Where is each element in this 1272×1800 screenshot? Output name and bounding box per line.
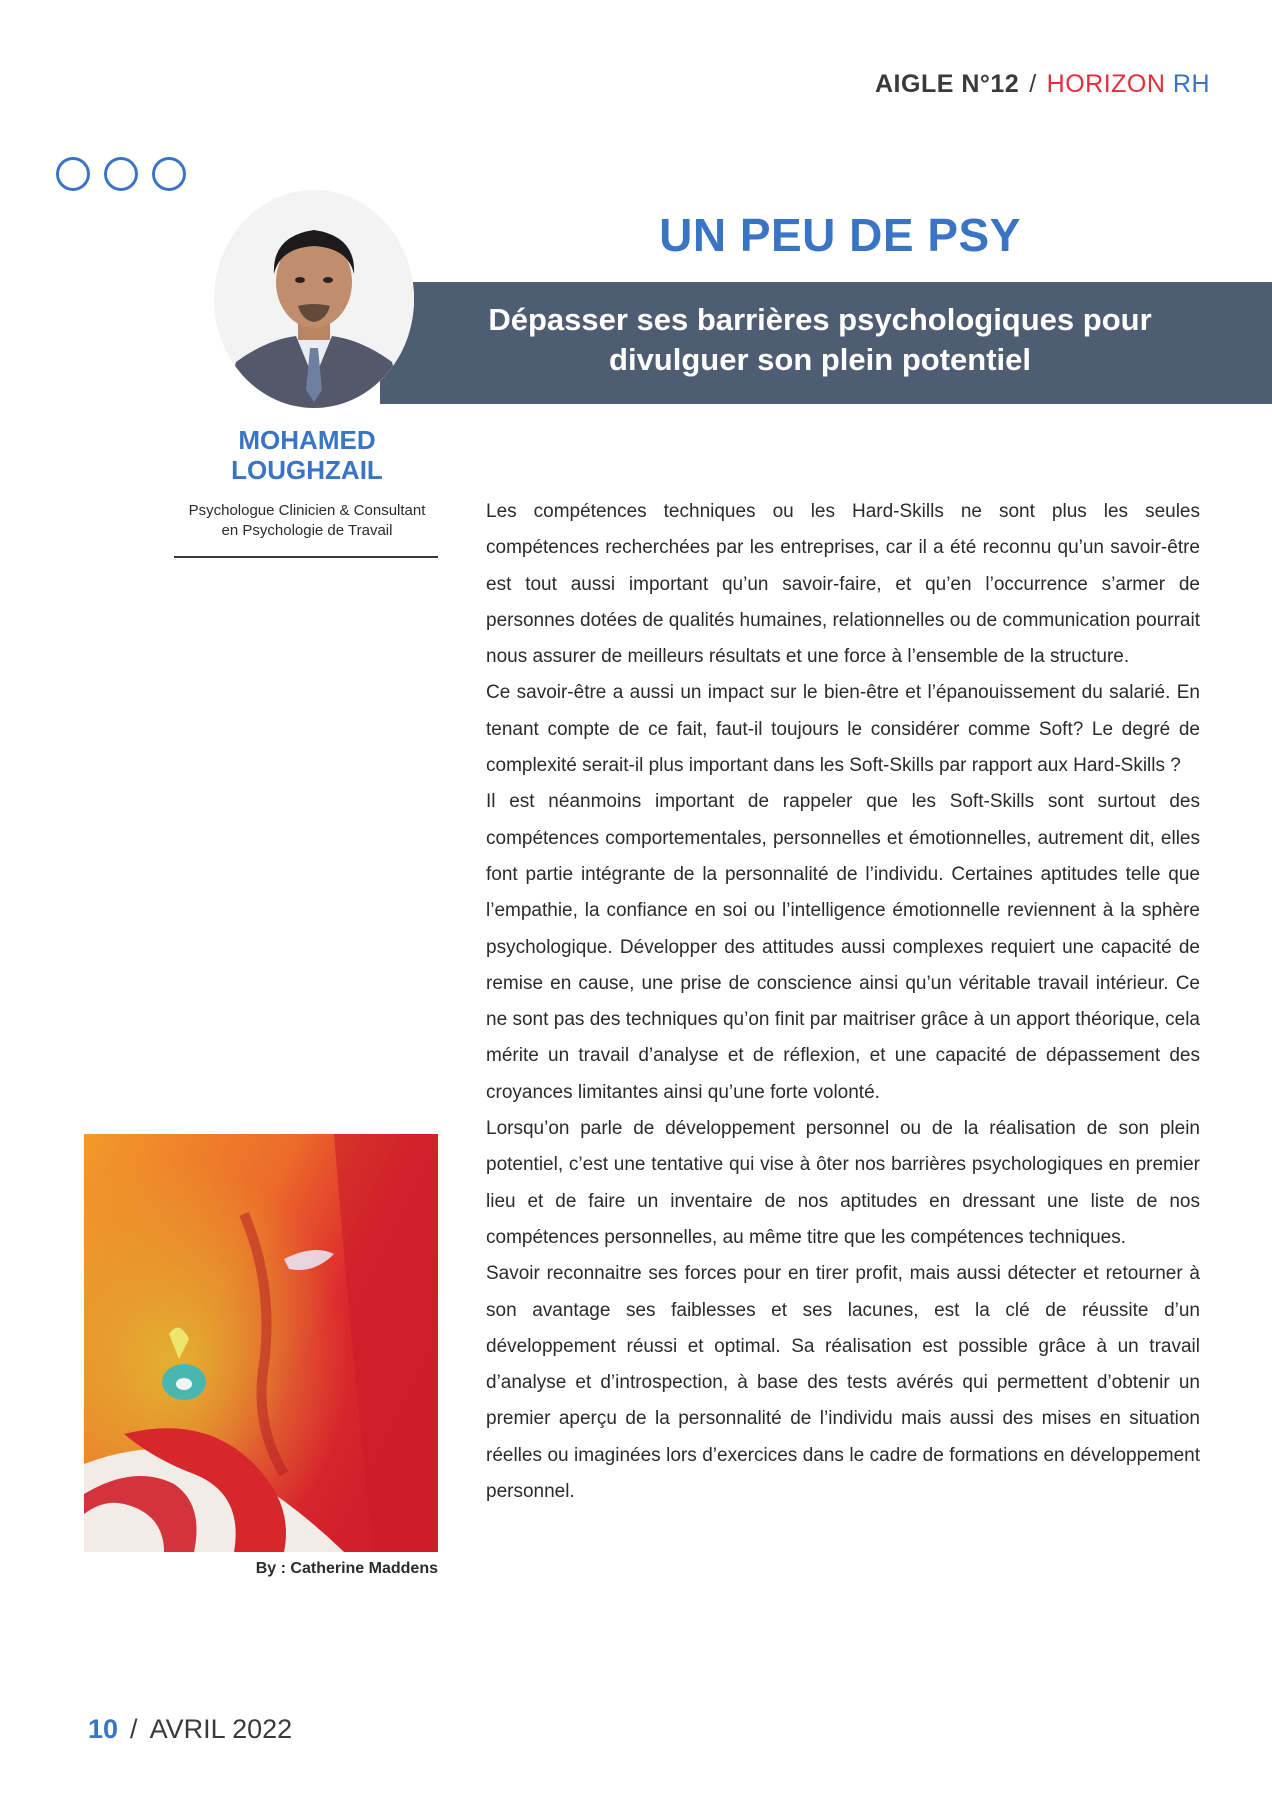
author-divider [174, 556, 438, 558]
header-separator: / [1029, 70, 1037, 98]
author-role [166, 501, 448, 541]
circle-icon [104, 157, 138, 191]
article-subtitle [430, 300, 1210, 380]
article-paragraph: Lorsqu’on parle de développement personnel ou de la réalisation de son plein potentiel, c’est une tentative qui vise à ôter nos barrières psychologiques en premier lieu et de faire un inventaire de nos aptitudes en dressant une liste de nos compétences personnelles, au même titre que les compétences techniques. [486, 1118, 1200, 1248]
circle-icon [56, 157, 90, 191]
author-last-name: LOUGHZAIL [231, 455, 383, 485]
abstract-painting [84, 1134, 438, 1552]
article-paragraph: Savoir reconnaitre ses forces pour en tirer profit, mais aussi détecter et retourner à son avantage ses faiblesses et ses lacunes, est la clé de réussite d’un développement réussi et optimal. Sa réalisation est possible grâce à un travail d’analyse et d’introspection, à base des tests avérés qui permettent d’obtenir un premier aperçu de la personnalité de l’individu mais aussi des mises en situation réelles ou imaginées lors d’exercices dans le cadre de formations en développement personnel. [486, 1263, 1200, 1503]
magazine-header [875, 70, 1210, 99]
horizon-label: HORIZON [1046, 70, 1166, 98]
circle-icon [152, 157, 186, 191]
author-name [174, 425, 440, 485]
author-photo [214, 190, 414, 408]
rh-label: RH [1172, 70, 1210, 98]
painting-image [84, 1134, 438, 1552]
subtitle-line-1: Dépasser ses barrières psychologiques pour [488, 302, 1152, 337]
article-paragraph: Ce savoir-être a aussi un impact sur le bien-être et l’épanouissement du salarié. En tenant compte de ce fait, faut-il toujours le considérer comme Soft? Le degré de complexité serait-il plus important dans les Soft-Skills par rapport aux Hard-Skills ? [486, 682, 1200, 777]
article-paragraph: Les compétences techniques ou les Hard-Skills ne sont plus les seules compétences recherchées par les entreprises, car il a été reconnu qu’un savoir-être est tout aussi important qu’un savoir-faire, et qu’en l’occurrence s’armer de personnes dotées de qualités humaines, relationnelles ou de communication pourrait nous assurer de meilleurs résultats et une force à l’ensemble de la structure. [486, 501, 1200, 668]
painting-credit: By : Catherine Maddens [255, 1560, 438, 1577]
page-footer [88, 1714, 292, 1745]
magazine-issue: AIGLE N°12 [875, 70, 1020, 98]
section-title: UN PEU DE PSY [659, 209, 1021, 261]
article-paragraph: Il est néanmoins important de rappeler que les Soft-Skills sont surtout des compétences comportementales, personnelles et émotionnelles, autrement dit, elles font partie intégrante de la personnalité de l’individu. Certaines aptitudes telle que l’empathie, la confiance en soi ou l’intelligence émotionnelle reviennent à la sphère psychologique. Développer des attitudes aussi complexes requiert une capacité de remise en cause, une prise de conscience ainsi qu’un véritable travail intérieur. Ce ne sont pas des techniques qu’on finit par maitriser grâce à un apport théorique, cela mérite un travail d’analyse et de réflexion, et une capacité de dépassement des croyances limitantes ainsi qu’une forte volonté. [486, 791, 1200, 1103]
author-role-line-2: en Psychologie de Travail [221, 522, 393, 539]
subtitle-line-2: divulguer son plein potentiel [609, 342, 1031, 377]
author-portrait [214, 190, 414, 408]
page-number: 10 [88, 1714, 119, 1744]
author-role-line-1: Psychologue Clinicien & Consultant [188, 502, 426, 519]
article-body [486, 494, 1200, 1510]
author-first-name: MOHAMED [238, 425, 376, 455]
footer-separator: / [130, 1714, 138, 1744]
decorative-circles [56, 157, 186, 191]
issue-date: AVRIL 2022 [149, 1714, 293, 1744]
